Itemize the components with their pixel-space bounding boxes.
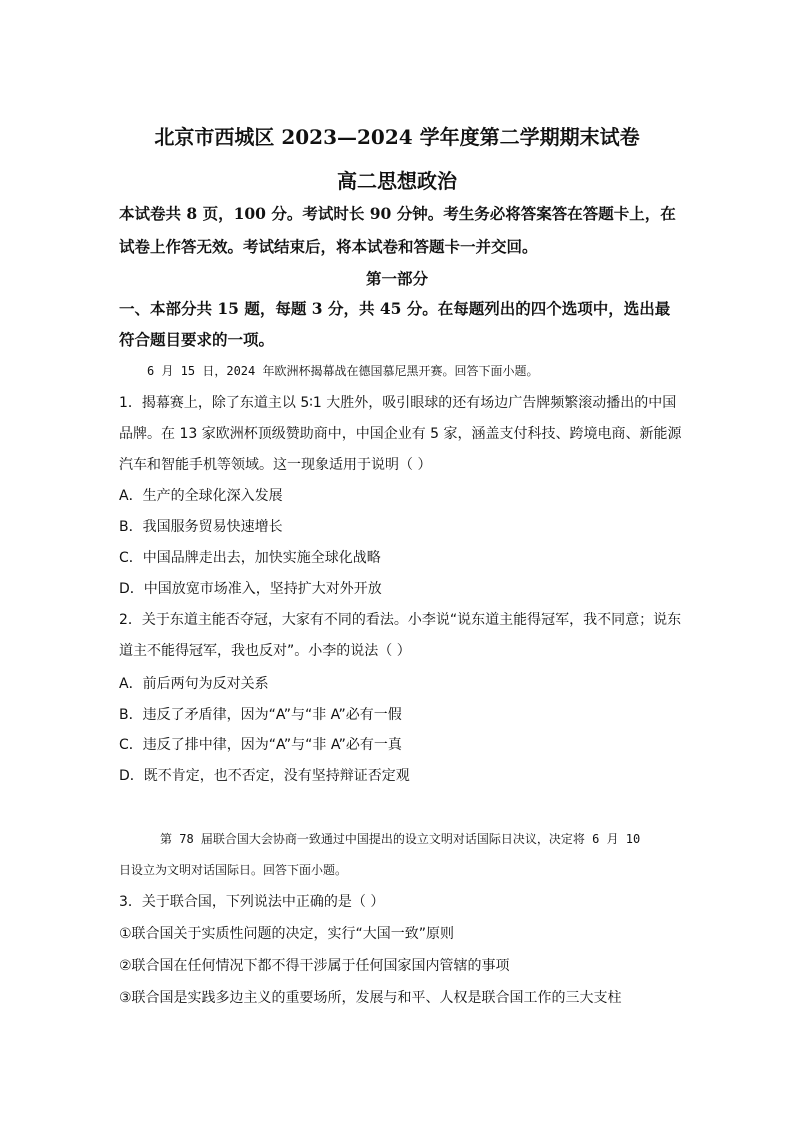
exam-subject: 高二思想政治 <box>337 169 457 193</box>
q1-option-b: B．我国服务贸易快速增长 <box>119 519 283 535</box>
material-2-line-1: 第 78 届联合国大会协商一致通过中国提出的设立文明对话国际日决议，决定将 6 月 10 <box>160 832 641 846</box>
part-label: 第一部分 <box>365 269 428 288</box>
q2-option-b: B．违反了矛盾律，因为“A”与“非 A”必有一假 <box>119 707 402 723</box>
q1-stem-line-1: 1．揭幕赛上，除了东道主以 5∶1 大胜外，吸引眼球的还有场边广告牌频繁滚动播出的中国 <box>119 395 677 411</box>
instructions-line-1: 本试卷共 8 页，100 分。考试时长 90 分钟。考生务必将答案答在答题卡上，在 <box>119 204 676 223</box>
part-desc-line-2: 符合题目要求的一项。 <box>119 330 275 349</box>
q3-statement-3: ③联合国是实践多边主义的重要场所，发展与和平、人权是联合国工作的三大支柱 <box>119 990 622 1006</box>
q1-option-d: D．中国放宽市场准入，坚持扩大对外开放 <box>119 581 382 597</box>
exam-title: 北京市西城区 2023—2024 学年度第二学期期末试卷 <box>154 125 640 149</box>
q1-stem-line-2: 品牌。在 13 家欧洲杯顶级赞助商中，中国企业有 5 家，涵盖支付科技、跨境电商、新能源 <box>119 426 682 442</box>
q3-stem-line-1: 3．关于联合国，下列说法中正确的是（ ） <box>119 894 385 910</box>
q1-option-c: C．中国品牌走出去，加快实施全球化战略 <box>119 550 381 566</box>
q1-stem-line-3: 汽车和智能手机等领域。这一现象适用于说明（ ） <box>119 457 432 473</box>
q2-option-d: D．既不肯定，也不否定，没有坚持辩证否定观 <box>119 768 410 784</box>
q2-option-c: C．违反了排中律，因为“A”与“非 A”必有一真 <box>119 737 402 753</box>
instructions-line-2: 试卷上作答无效。考试结束后，将本试卷和答题卡一并交回。 <box>119 237 538 256</box>
q2-option-a: A．前后两句为反对关系 <box>119 676 269 692</box>
part-desc-line-1: 一、本部分共 15 题，每题 3 分，共 45 分。在每题列出的四个选项中，选出最 <box>119 299 671 318</box>
material-1: 6 月 15 日，2024 年欧洲杯揭幕战在德国慕尼黑开赛。回答下面小题。 <box>147 364 539 378</box>
q1-option-a: A．生产的全球化深入发展 <box>119 488 283 504</box>
q3-statement-2: ②联合国在任何情况下都不得干涉属于任何国家国内管辖的事项 <box>119 958 510 974</box>
q2-stem-line-1: 2．关于东道主能否夺冠，大家有不同的看法。小李说“说东道主能得冠军，我不同意；说东 <box>119 612 682 628</box>
q3-statement-1: ①联合国关于实质性问题的决定，实行“大国一致”原则 <box>119 926 455 942</box>
material-2-line-2: 日设立为文明对话国际日。回答下面小题。 <box>119 863 348 877</box>
q2-stem-line-2: 道主不能得冠军，我也反对”。小李的说法（ ） <box>119 643 411 659</box>
